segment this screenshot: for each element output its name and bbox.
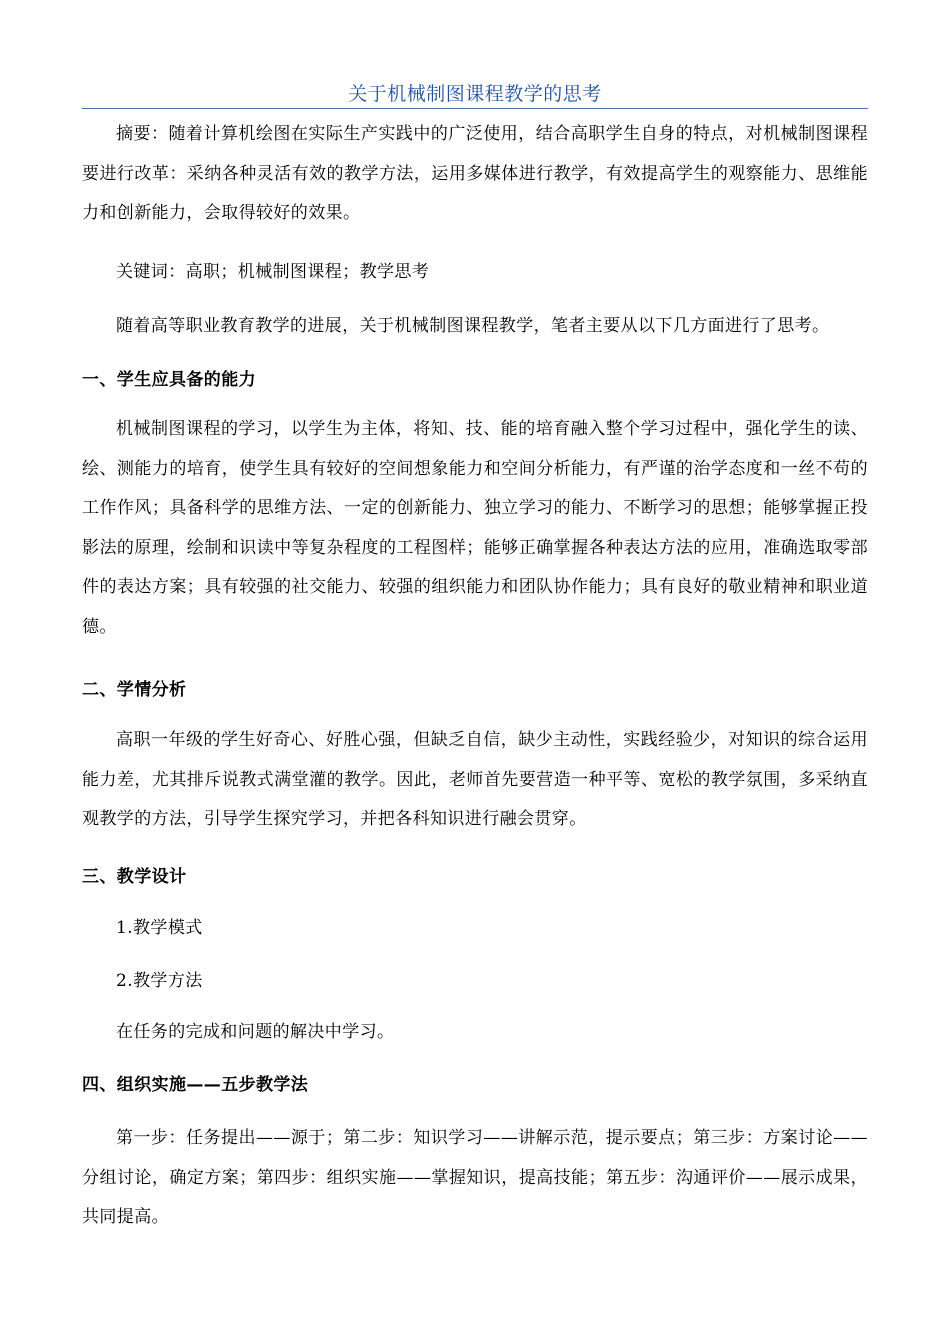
section-4-paragraph: 第一步：任务提出——源于；第二步：知识学习——讲解示范，提示要点；第三步：方案讨论——分组讨论，确定方案；第四步：组织实施——掌握知识，提高技能；第五步：沟通评价——展示成果，共同提高。: [82, 1128, 868, 1227]
section-3-heading: 三、教学设计: [82, 867, 187, 887]
section-2-heading: 二、学情分析: [82, 680, 187, 700]
section-3-item-2: 2.教学方法: [116, 971, 203, 991]
document-title: 关于机械制图课程教学的思考: [348, 83, 602, 105]
section-2-paragraph: 高职一年级的学生好奇心、好胜心强，但缺乏自信，缺少主动性，实践经验少，对知识的综合运用能力差，尤其排斥说教式满堂灌的教学。因此，老师首先要营造一种平等、宽松的教学氛围，多采纳直观教学的方法，引导学生探究学习，并把各科知识进行融会贯穿。: [82, 730, 868, 829]
keywords-paragraph: 关键词：高职；机械制图课程；教学思考: [116, 262, 430, 282]
section-4-heading: 四、组织实施——五步教学法: [82, 1075, 309, 1095]
section-1-paragraph: 机械制图课程的学习，以学生为主体，将知、技、能的培育融入整个学习过程中，强化学生的读、绘、测能力的培育，使学生具有较好的空间想象能力和空间分析能力，有严谨的治学态度和一丝不苟的工作作风；具备科学的思维方法、一定的创新能力、独立学习的能力、不断学习的思想；能够掌握正投影法的原理，绘制和识读中等复杂程度的工程图样；能够正确掌握各种表达方法的应用，准确选取零部件的表达方案；具有较强的社交能力、较强的组织能力和团队协作能力；具有良好的敬业精神和职业道德。: [82, 419, 868, 637]
section-3-item-1: 1.教学模式: [116, 918, 203, 938]
abstract-paragraph: 摘要：随着计算机绘图在实际生产实践中的广泛使用，结合高职学生自身的特点，对机械制图课程要进行改革：采纳各种灵活有效的教学方法，运用多媒体进行教学，有效提高学生的观察能力、思维能力和创新能力，会取得较好的效果。: [82, 124, 868, 223]
intro-paragraph: 随着高等职业教育教学的进展，关于机械制图课程教学，笔者主要从以下几方面进行了思考。: [116, 316, 830, 336]
section-3-paragraph: 在任务的完成和问题的解决中学习。: [116, 1022, 395, 1042]
title-underline: [82, 108, 868, 109]
section-1-heading: 一、学生应具备的能力: [82, 370, 256, 390]
